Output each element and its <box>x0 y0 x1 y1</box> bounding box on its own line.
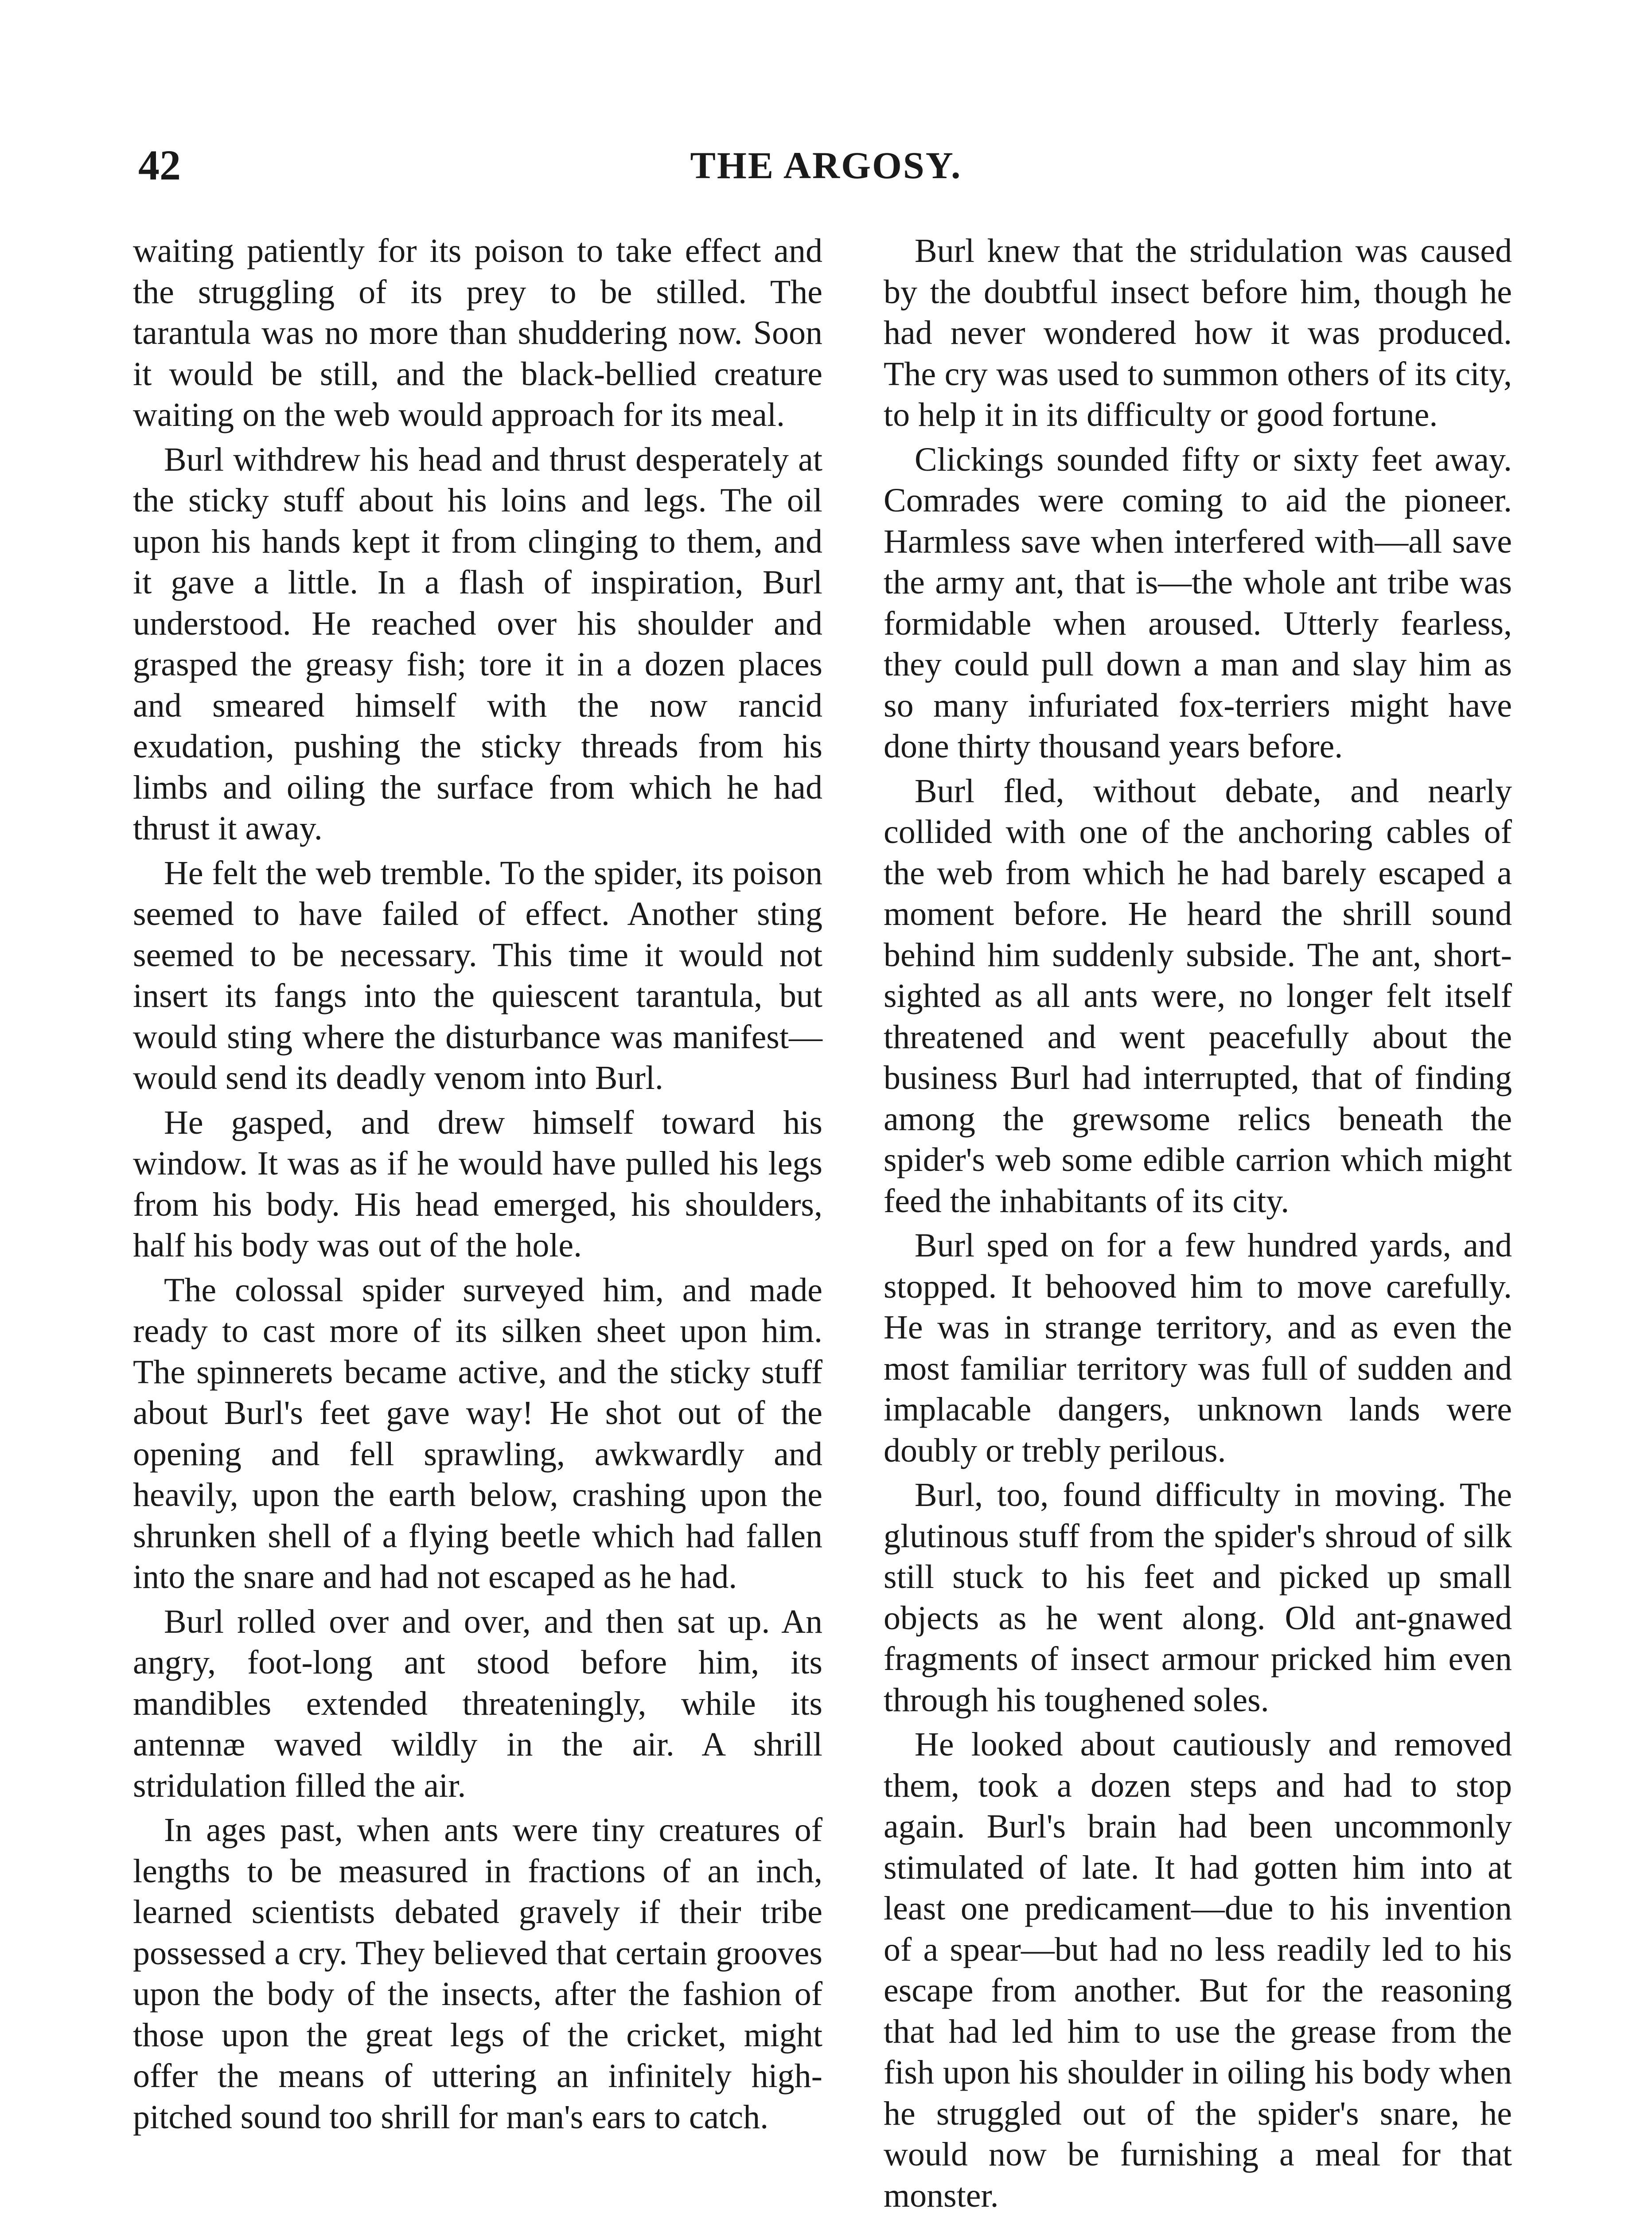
right-column <box>884 230 1512 2216</box>
page-header <box>138 141 1514 199</box>
paragraph: waiting patiently for its poison to take effect and the struggling of its prey to be stilled. The tarantula was no more than shuddering now. Soon it would be still, and the black-bellied creature waiting on the web would approach for its meal. <box>133 232 822 433</box>
paragraph: Burl rolled over and over, and then sat up. An angry, foot-long ant stood before him, its mandibles extended threateningly, while its antennæ waved wildly in the air. A shrill stridulation filled the air. <box>133 1603 822 1804</box>
paragraph: He gasped, and drew himself toward his window. It was as if he would have pulled his legs from his body. His head emerged, his shoulders, half his body was out of the hole. <box>133 1104 822 1264</box>
paragraph: Burl knew that the stridulation was caused by the doubtful insect before him, though he had never wondered how it was produced. The cry was used to summon others of its city, to help it in its difficulty or good fortune. <box>884 232 1512 433</box>
paragraph: The colossal spider surveyed him, and made ready to cast more of its silken sheet upon him. The spinnerets became active, and the sticky stuff about Burl's feet gave way! He shot out of the opening and fell sprawling, awkwardly and heavily, upon the earth below, crashing upon the shrunken shell of a flying beetle which had fallen into the snare and had not escaped as he had. <box>133 1271 822 1596</box>
page-number: 42 <box>138 141 181 189</box>
paragraph: Clickings sounded fifty or sixty feet away. Comrades were coming to aid the pioneer. Harmless save when interfered with—all save the army ant, that is—the whole ant tribe was formidable when aroused. Utterly fearless, they could pull down a man and slay him as so many infuriated fox-terriers might have done thirty thousand years before. <box>884 441 1512 765</box>
paragraph: Burl, too, found difficulty in moving. The glutinous stuff from the spider's shroud of silk still stuck to his feet and picked up small objects as he went along. Old ant-gnawed fragments of insect armour pricked him even through his toughened soles. <box>884 1476 1512 1719</box>
running-title: THE ARGOSY. <box>690 144 962 187</box>
paragraph: He looked about cautiously and removed them, took a dozen steps and had to stop again. Burl's brain had been uncommonly stimulated of late. It had gotten him into at least one predicament—due to his invention of a spear—but had no less readily led to his escape from another. But for the reasoning that had led him to use the grease from the fish upon his shoulder in oiling his body when he struggled out of the spider's snare, he would now be furnishing a meal for that monster. <box>884 1726 1512 2214</box>
paragraph: In ages past, when ants were tiny creatures of lengths to be measured in fractions of an inch, learned scientists debated gravely if their tribe possessed a cry. They believed that certain grooves upon the body of the insects, after the fashion of those upon the great legs of the cricket, might offer the means of uttering an infinitely high-pitched sound too shrill for man's ears to catch. <box>133 1811 822 2136</box>
paragraph: He felt the web tremble. To the spider, its poison seemed to have failed of effect. Another sting seemed to be necessary. This time it would not insert its fangs into the quiescent tarantula, but would sting where the disturbance was manifest—would send its deadly venom into Burl. <box>133 854 822 1096</box>
paragraph: Burl sped on for a few hundred yards, and stopped. It behooved him to move carefully. He was in strange territory, and as even the most familiar territory was full of sudden and implacable dangers, unknown lands were doubly or trebly perilous. <box>884 1227 1512 1469</box>
paragraph: Burl withdrew his head and thrust desperately at the sticky stuff about his loins and legs. The oil upon his hands kept it from clinging to them, and it gave a little. In a flash of inspiration, Burl understood. He reached over his shoulder and grasped the greasy fish; tore it in a dozen places and smeared himself with the now rancid exudation, pushing the sticky threads from his limbs and oiling the surface from which he had thrust it away. <box>133 441 822 847</box>
paragraph: Burl fled, without debate, and nearly collided with one of the anchoring cables of the web from which he had barely escaped a moment before. He heard the shrill sound behind him suddenly subside. The ant, short-sighted as all ants were, no longer felt itself threatened and went peacefully about the business Burl had interrupted, that of finding among the grewsome relics beneath the spider's web some edible carrion which might feed the inhabitants of its city. <box>884 772 1512 1220</box>
left-column <box>133 230 822 2141</box>
